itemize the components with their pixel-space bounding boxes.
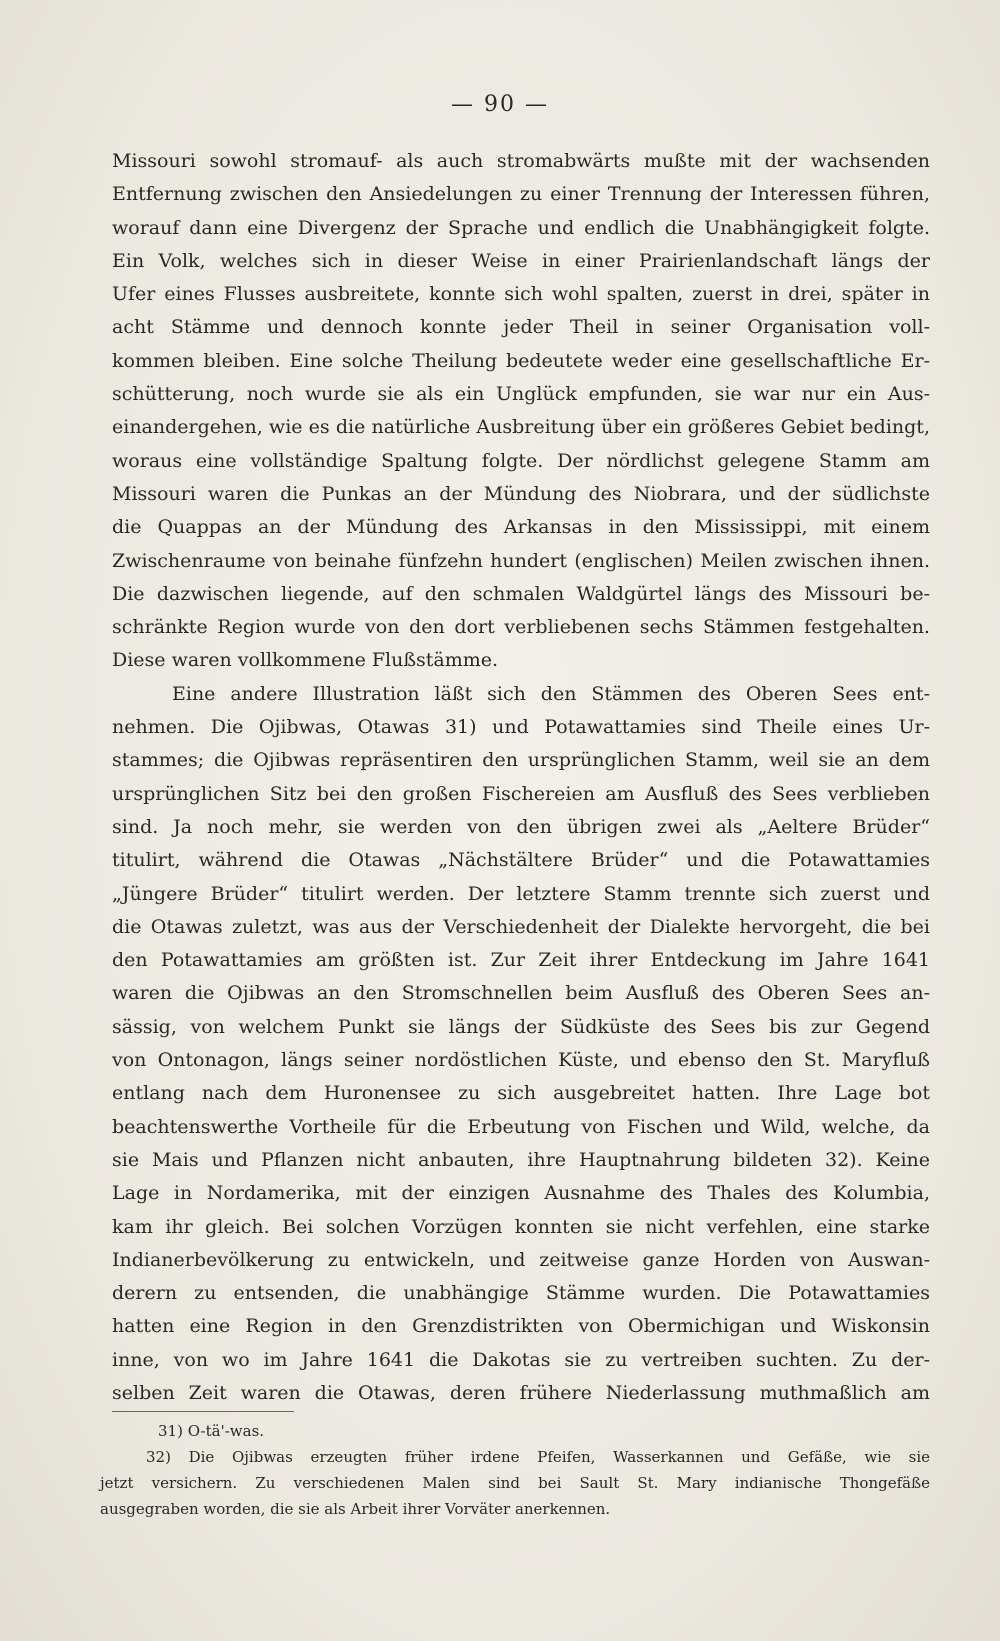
text-line: stammes; die Ojibwas repräsentiren den ursprünglichen Stamm, weil sie an dem xyxy=(112,749,930,772)
text-line: Diese waren vollkommene Flußstämme. xyxy=(112,649,499,672)
footnote-32: 32) Die Ojibwas erzeugten früher irdene Pfeifen, Wasserkannen und Gefäße, wie sie xyxy=(146,1448,930,1466)
text-line: selben Zeit waren die Otawas, deren frühere Niederlassung muthmaßlich am xyxy=(112,1381,930,1404)
text-line: acht Stämme und dennoch konnte jeder Theil in seiner Organisation voll- xyxy=(112,316,930,339)
text-line: schütterung, noch wurde sie als ein Unglück empfunden, sie war nur ein Aus- xyxy=(112,383,930,406)
text-line: nehmen. Die Ojibwas, Otawas 31) und Potawattamies sind Theile eines Ur- xyxy=(112,716,930,739)
text-line: beachtenswerthe Vortheile für die Erbeutung von Fischen und Wild, welche, da xyxy=(112,1115,930,1138)
text-line: Missouri sowohl stromauf- als auch stromabwärts mußte mit der wachsenden xyxy=(112,150,930,172)
text-line: Zwischenraume von beinahe fünfzehn hundert (englischen) Meilen zwischen ihnen. xyxy=(112,549,930,572)
text-line: sind. Ja noch mehr, sie werden von den übrigen zwei als „Aeltere Brüder“ xyxy=(112,815,930,838)
text-line: Lage in Nordamerika, mit der einzigen Ausnahme des Thales des Kolumbia, xyxy=(112,1182,930,1205)
text-line: Ein Volk, welches sich in dieser Weise in einer Prairienlandschaft längs der xyxy=(112,249,930,272)
text-line: Indianerbevölkerung zu entwickeln, und zeitweise ganze Horden von Auswan- xyxy=(112,1248,930,1271)
text-line: derern zu entsenden, die unabhängige Stämme wurden. Die Potawattamies xyxy=(112,1282,930,1305)
text-line: die Quappas an der Mündung des Arkansas in den Mississippi, mit einem xyxy=(112,516,930,539)
page-number: — 90 — xyxy=(451,92,549,117)
text-line: entlang nach dem Huronensee zu sich ausgebreitet hatten. Ihre Lage bot xyxy=(112,1082,930,1105)
text-line: titulirt, während die Otawas „Nächstältere Brüder“ und die Potawattamies xyxy=(112,849,930,872)
footnote-32-line: jetzt versichern. Zu verschiedenen Malen sind bei Sault St. Mary indianische Thongefäße xyxy=(100,1474,930,1492)
text-line: waren die Ojibwas an den Stromschnellen beim Ausfluß des Oberen Sees an- xyxy=(112,982,930,1005)
text-line: inne, von wo im Jahre 1641 die Dakotas sie zu vertreiben suchten. Zu der- xyxy=(112,1348,930,1371)
text-line: sässig, von welchem Punkt sie längs der Südküste des Sees bis zur Gegend xyxy=(112,1015,930,1038)
footnote-32-line: ausgegraben worden, die sie als Arbeit ihrer Vorväter anerkennen. xyxy=(100,1500,611,1518)
text-line: woraus eine vollständige Spaltung folgte. Der nördlichst gelegene Stamm am xyxy=(112,449,930,472)
footnote-divider xyxy=(112,1411,294,1412)
text-line: von Ontonagon, längs seiner nordöstlichen Küste, und ebenso den St. Maryfluß xyxy=(112,1049,930,1072)
text-line: kam ihr gleich. Bei solchen Vorzügen konnten sie nicht verfehlen, eine starke xyxy=(112,1215,930,1238)
text-line: hatten eine Region in den Grenzdistrikten von Obermichigan und Wiskonsin xyxy=(112,1315,930,1338)
text-line: „Jüngere Brüder“ titulirt werden. Der letztere Stamm trennte sich zuerst und xyxy=(112,882,930,905)
footnote-31: 31) O-tä'-was. xyxy=(158,1422,265,1440)
text-line: die Otawas zuletzt, was aus der Verschiedenheit der Dialekte hervorgeht, die bei xyxy=(112,915,930,938)
text-line: Entfernung zwischen den Ansiedelungen zu einer Trennung der Interessen führen, xyxy=(112,183,930,206)
footnotes xyxy=(100,1418,930,1522)
text-line: Die dazwischen liegende, auf den schmalen Waldgürtel längs des Missouri be- xyxy=(112,582,930,605)
text-line: Missouri waren die Punkas an der Mündung des Niobrara, und der südlichste xyxy=(112,482,930,505)
text-line: Eine andere Illustration läßt sich den Stämmen des Oberen Sees ent- xyxy=(172,682,930,705)
text-line: worauf dann eine Divergenz der Sprache und endlich die Unabhängigkeit folgte. xyxy=(112,216,930,239)
text-line: kommen bleiben. Eine solche Theilung bedeutete weder eine gesellschaftliche Er- xyxy=(112,349,930,372)
text-line: einandergehen, wie es die natürliche Ausbreitung über ein größeres Gebiet bedingt, xyxy=(112,416,930,439)
text-line: sie Mais und Pflanzen nicht anbauten, ihre Hauptnahrung bildeten 32). Keine xyxy=(112,1148,930,1171)
body-text xyxy=(112,145,930,1410)
text-line: ursprünglichen Sitz bei den großen Fischereien am Ausfluß des Sees verblieben xyxy=(112,782,930,805)
text-line: schränkte Region wurde von den dort verbliebenen sechs Stämmen festgehalten. xyxy=(112,616,930,639)
text-line: den Potawattamies am größten ist. Zur Zeit ihrer Entdeckung im Jahre 1641 xyxy=(112,949,930,972)
text-line: Ufer eines Flusses ausbreitete, konnte sich wohl spalten, zuerst in drei, später in xyxy=(112,283,930,306)
